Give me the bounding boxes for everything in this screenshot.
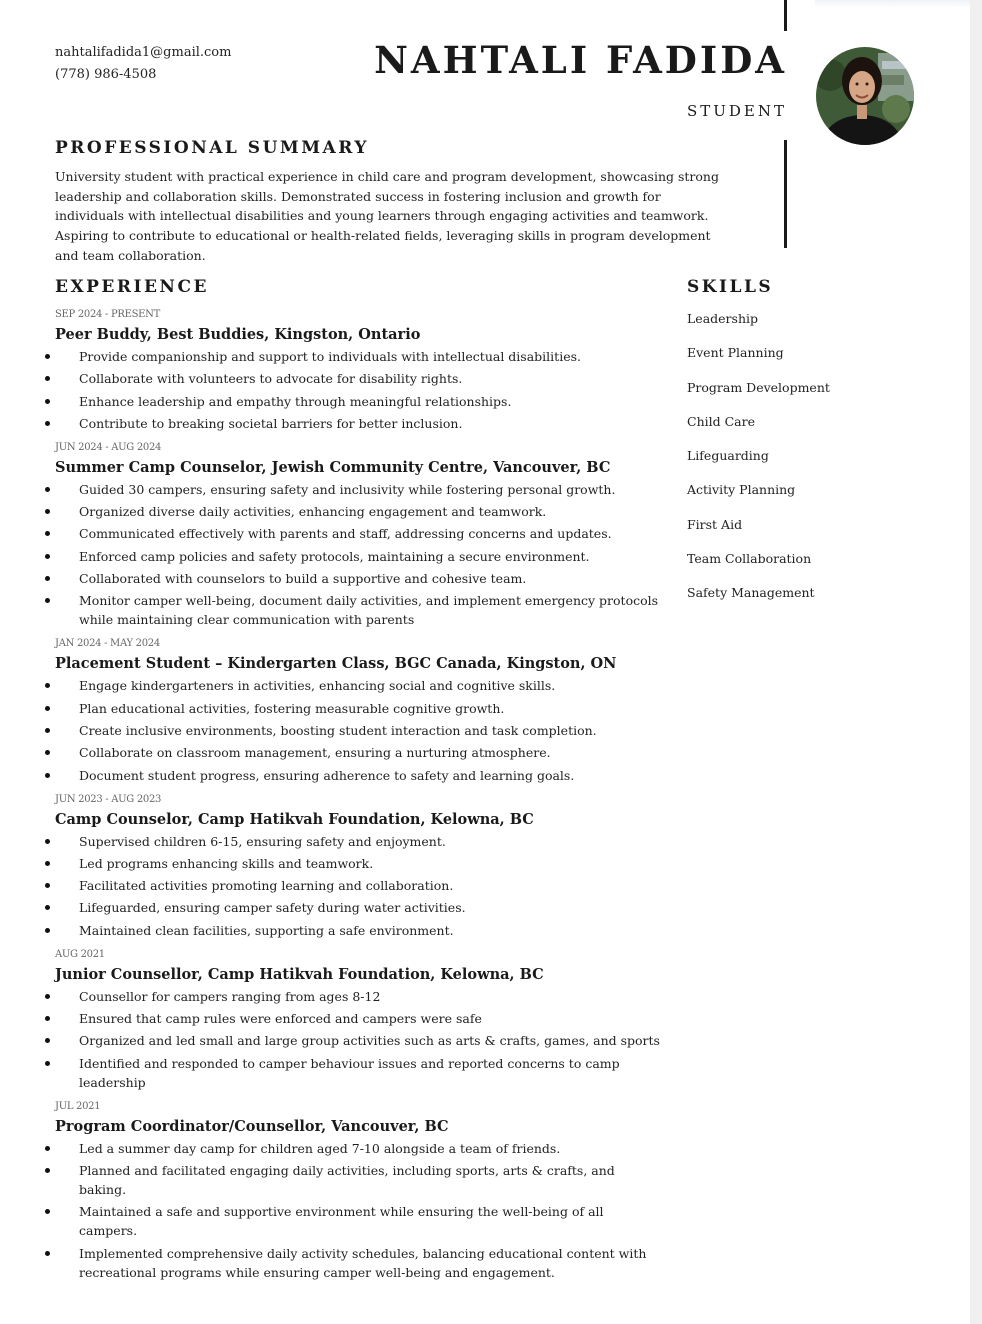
candidate-name: NAHTALI FADIDA [374,38,787,82]
summary-text: University student with practical experience in child care and program development, showcasing strong leadership and collaboration skills. Demonstrated success in fostering inclusion and growth for individuals with intellectual disabilities and young learners through engaging activities and teamwork. Aspiring to contribute to educational or health-related fields, leveraging skills in program development and team collaboration. [55,169,719,263]
job-bullet: Planned and facilitated engaging daily activities, including sports, arts & crafts, and baking. [55,1161,665,1199]
skill-item: First Aid [687,516,743,532]
job-bullet: Contribute to breaking societal barriers for better inclusion. [55,414,665,433]
job-bullet: Lifeguarded, ensuring camper safety during water activities. [55,898,665,917]
job-bullet: Organized and led small and large group activities such as arts & crafts, games, and sports [55,1031,665,1050]
job-title: Camp Counselor, Camp Hatikvah Foundation, Kelowna, BC [55,810,534,828]
job-date: AUG 2021 [55,948,105,960]
job-bullet: Collaborate on classroom management, ensuring a nurturing atmosphere. [55,743,665,762]
job-date: SEP 2024 - PRESENT [55,309,160,320]
job-entry [55,442,665,629]
skill-item: Child Care [687,413,755,429]
skill-item: Safety Management [687,585,815,601]
job-bullet: Collaborated with counselors to build a supportive and cohesive team. [55,569,665,588]
experience-list [55,309,665,1291]
job-entry [55,794,665,940]
skill-item: Activity Planning [687,482,796,498]
job-bullet: Create inclusive environments, boosting student interaction and task completion. [55,721,665,740]
job-title: Peer Buddy, Best Buddies, Kingston, Ontario [55,326,421,343]
summary-heading: PROFESSIONAL SUMMARY [55,138,369,158]
job-bullets [55,676,665,784]
scrollbar[interactable] [970,0,982,1324]
job-bullet: Led a summer day camp for children aged 7-10 alongside a team of friends. [55,1139,665,1158]
job-date: JAN 2024 - MAY 2024 [55,638,160,650]
job-bullet: Facilitated activities promoting learning and collaboration. [55,876,665,895]
job-bullet: Counsellor for campers ranging from ages 8-12 [55,987,665,1006]
skill-item: Leadership [687,311,758,326]
profile-photo [816,47,914,145]
email-text: nahtalifadida1@gmail.com [55,45,232,60]
skill-item: Event Planning [687,345,784,361]
job-title: Program Coordinator/Counsellor, Vancouver, BC [55,1117,449,1135]
job-date: JUN 2024 - AUG 2024 [55,441,162,453]
job-bullet: Identified and responded to camper behaviour issues and reported concerns to camp leadership [55,1054,665,1092]
skills-heading: SKILLS [687,277,774,297]
window-top-shade [815,0,970,8]
job-entry [55,1101,665,1282]
candidate-role: STUDENT [686,102,787,120]
job-bullet: Maintained a safe and supportive environment while ensuring the well-being of all campers. [55,1202,665,1240]
job-title: Placement Student – Kindergarten Class, BGC Canada, Kingston, ON [55,655,617,673]
job-bullet: Guided 30 campers, ensuring safety and inclusivity while fostering personal growth. [55,480,665,499]
job-bullets [55,832,665,940]
job-bullet: Enforced camp policies and safety protocols, maintaining a secure environment. [55,547,665,566]
job-entry [55,638,665,784]
job-bullet: Plan educational activities, fostering measurable cognitive growth. [55,699,665,718]
vertical-divider-bottom [784,140,787,248]
job-bullet: Monitor camper well-being, document daily activities, and implement emergency protocols while maintaining clear communication with parents [55,591,665,629]
job-bullet: Supervised children 6-15, ensuring safety and enjoyment. [55,832,665,851]
job-bullet: Engage kindergarteners in activities, enhancing social and cognitive skills. [55,676,665,695]
job-bullet: Document student progress, ensuring adherence to safety and learning goals. [55,766,665,785]
job-date: JUL 2021 [55,1100,101,1112]
profile-photo-image [816,47,914,145]
vertical-divider-top [784,0,787,31]
job-date: JUN 2023 - AUG 2023 [55,793,162,805]
job-entry [55,309,665,433]
job-bullet: Ensured that camp rules were enforced and campers were safe [55,1009,665,1028]
job-title: Summer Camp Counselor, Jewish Community Centre, Vancouver, BC [55,458,611,476]
phone-text: (778) 986-4508 [55,67,157,82]
job-bullet: Organized diverse daily activities, enhancing engagement and teamwork. [55,502,665,521]
job-entry [55,949,665,1092]
job-bullet: Maintained clean facilities, supporting a safe environment. [55,921,665,940]
job-title: Junior Counsellor, Camp Hatikvah Foundation, Kelowna, BC [55,965,544,983]
skill-item: Program Development [687,379,830,395]
job-bullet: Implemented comprehensive daily activity schedules, balancing educational content with recreational programs while ensuring camper well-being and engagement. [55,1244,665,1282]
skills-list [687,309,887,618]
job-bullet: Provide companionship and support to individuals with intellectual disabilities. [55,347,665,366]
skill-item: Team Collaboration [687,551,812,567]
job-bullets [55,480,665,629]
job-bullet: Led programs enhancing skills and teamwork. [55,854,665,873]
job-bullet: Communicated effectively with parents and staff, addressing concerns and updates. [55,524,665,543]
skill-item: Lifeguarding [687,448,769,464]
job-bullets [55,1139,665,1282]
job-bullets [55,347,665,433]
job-bullets [55,987,665,1092]
experience-heading: EXPERIENCE [55,277,209,297]
job-bullet: Collaborate with volunteers to advocate for disability rights. [55,369,665,388]
job-bullet: Enhance leadership and empathy through meaningful relationships. [55,392,665,411]
